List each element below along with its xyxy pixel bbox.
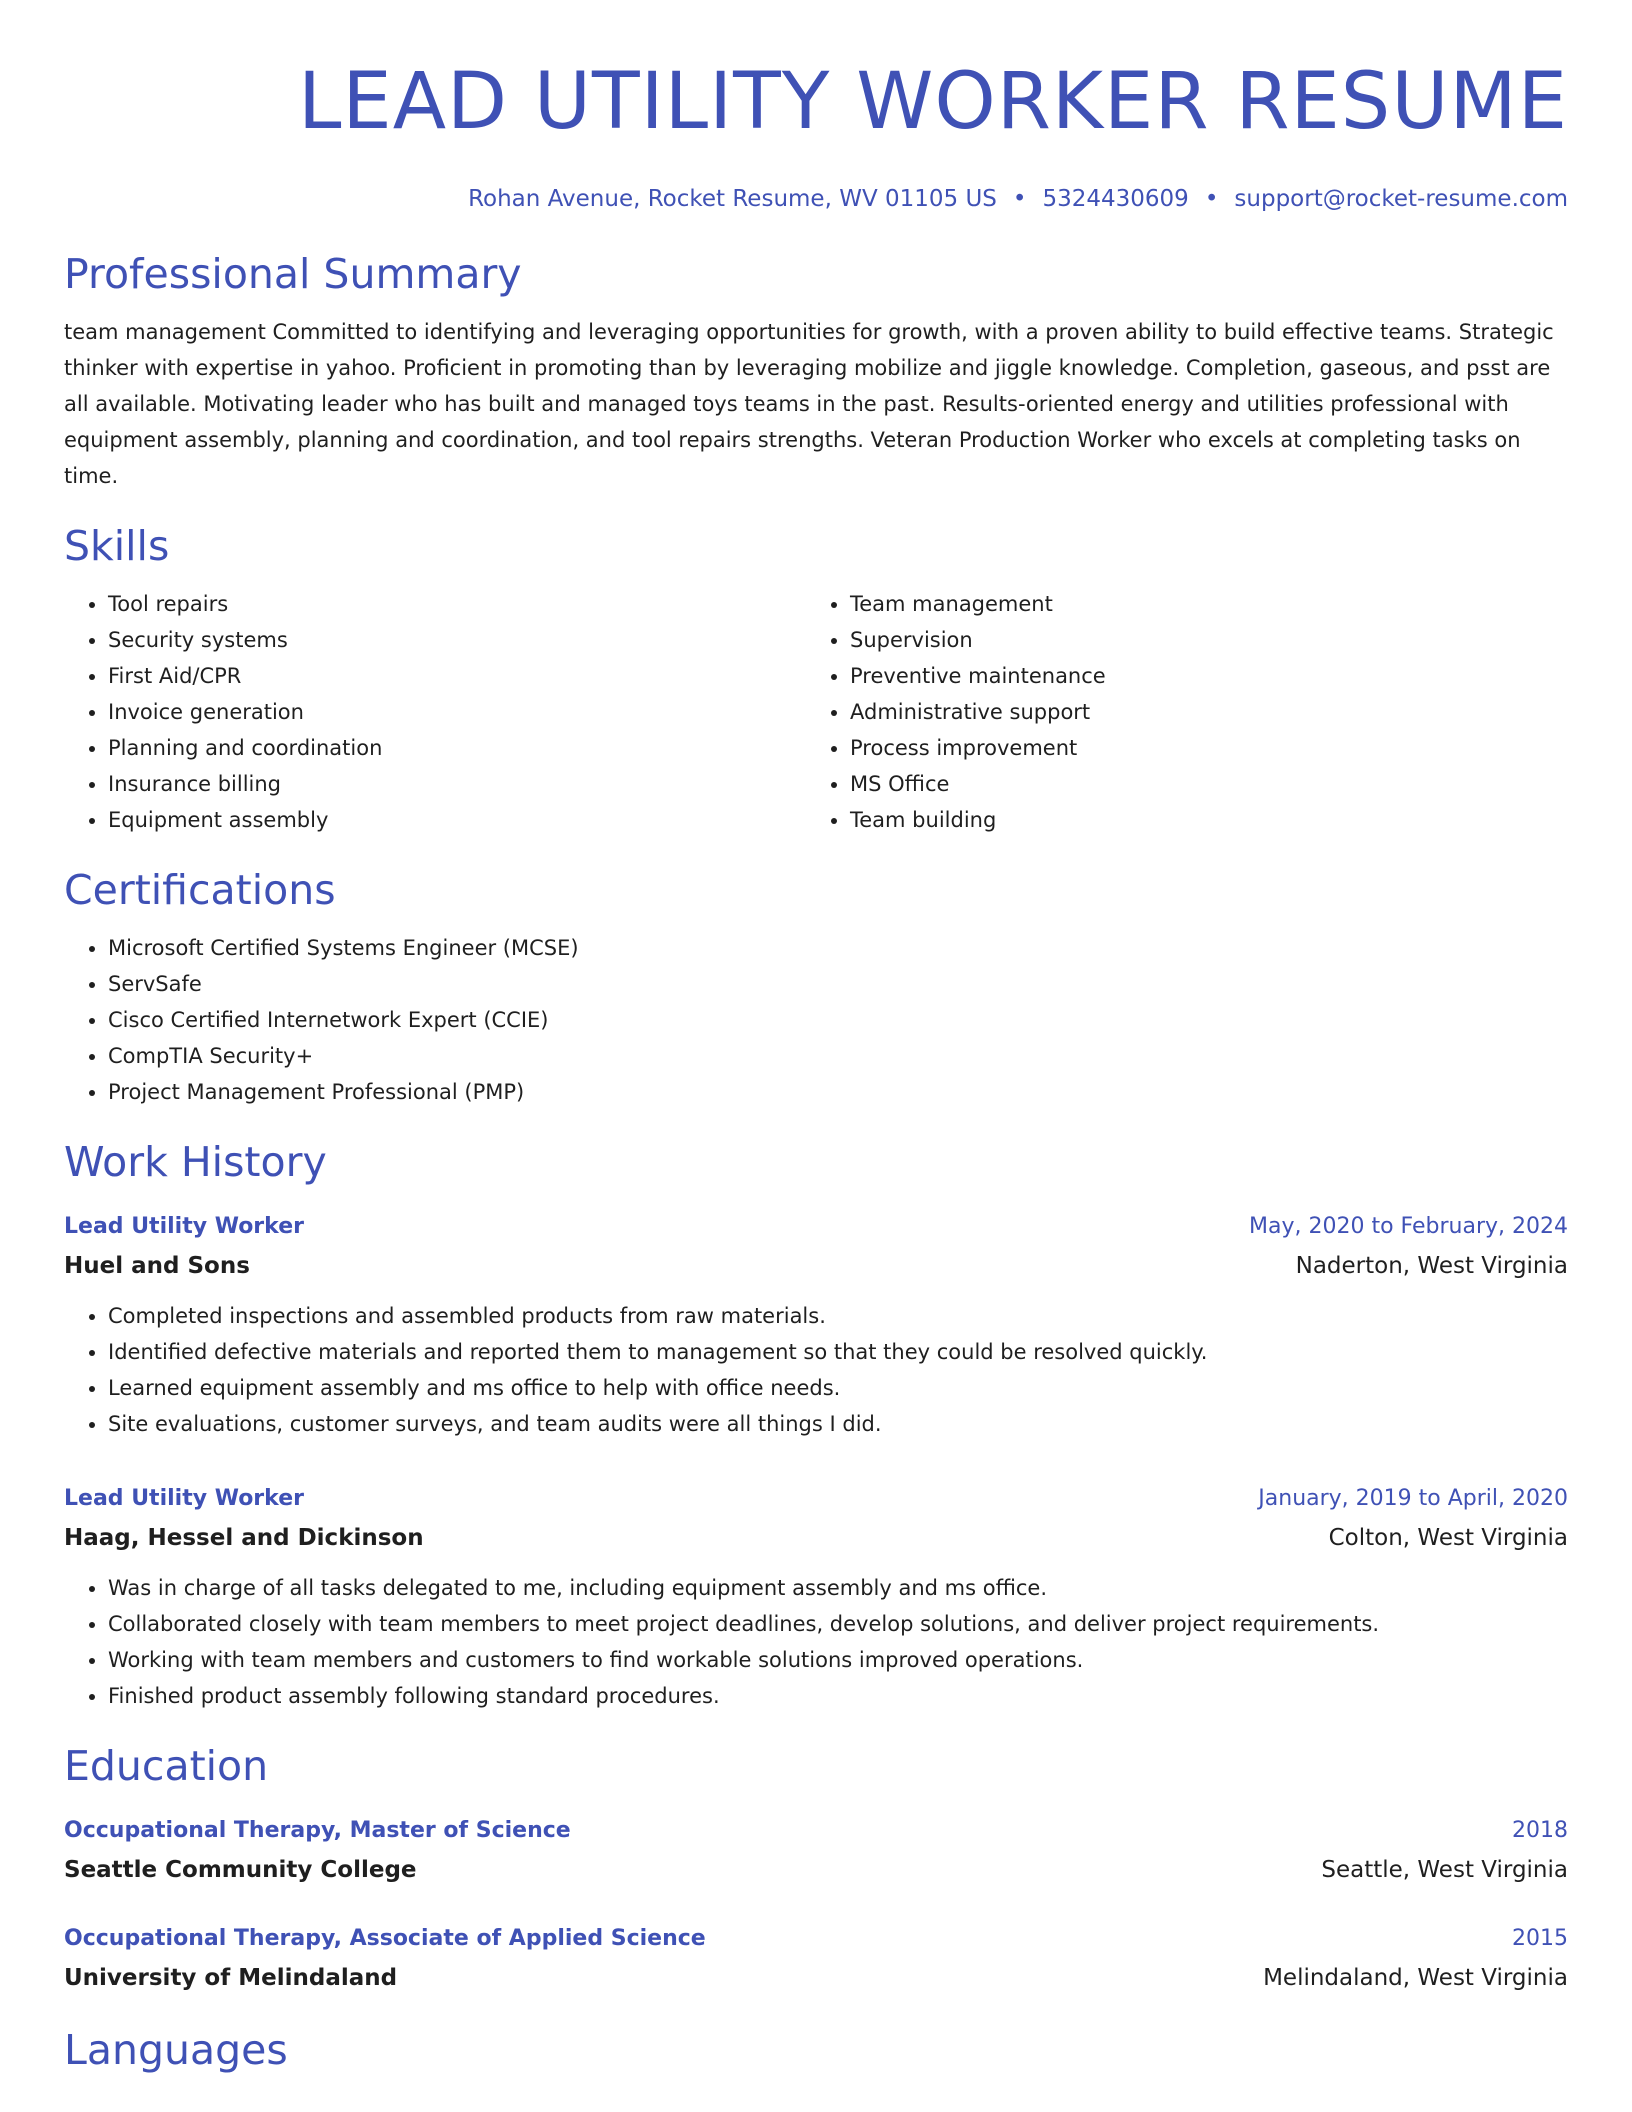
skills-section [64, 520, 1568, 838]
job-location: Naderton, West Virginia [1295, 1253, 1568, 1279]
job-duty-item: • Identified defective materials and reported them to management so that they could be resolved quickly. [108, 1334, 1568, 1370]
skill-item: • Supervision [850, 622, 1548, 658]
resume-header [64, 0, 1568, 214]
education-section [64, 1740, 1568, 1998]
contact-phone: 5324430609 [1042, 186, 1189, 212]
education-entry [64, 1812, 1568, 1890]
job-dates: May, 2020 to February, 2024 [1249, 1214, 1568, 1239]
certification-item: • Microsoft Certified Systems Engineer (MCSE) [108, 930, 1568, 966]
job-title-row [64, 1480, 1568, 1518]
job-duty-item: • Site evaluations, customer surveys, and team audits were all things I did. [108, 1406, 1568, 1442]
skill-item: • Tool repairs [108, 586, 806, 622]
education-degree-row [64, 1812, 1568, 1850]
education-year: 2018 [1512, 1818, 1568, 1843]
skill-item: • First Aid/CPR [108, 658, 806, 694]
skill-item: • Equipment assembly [108, 802, 806, 838]
resume-title: LEAD UTILITY WORKER RESUME [297, 57, 1568, 147]
education-degree-row [64, 1920, 1568, 1958]
education-location: Seattle, West Virginia [1321, 1857, 1568, 1883]
job-role: Lead Utility Worker [64, 1486, 304, 1511]
education-entry [64, 1920, 1568, 1998]
job-location: Colton, West Virginia [1328, 1525, 1568, 1551]
job-duties-list [64, 1570, 1568, 1714]
job-entry [64, 1208, 1568, 1442]
education-school-row [64, 1850, 1568, 1890]
certification-item: • CompTIA Security+ [108, 1038, 1568, 1074]
job-company: Huel and Sons [64, 1253, 250, 1279]
job-company-row [64, 1518, 1568, 1558]
summary-heading: Professional Summary [64, 250, 522, 298]
certification-item: • Project Management Professional (PMP) [108, 1074, 1568, 1110]
work-history-heading: Work History [64, 1138, 327, 1186]
job-duty-item: • Collaborated closely with team members to meet project deadlines, develop solutions, and deliver project requirements. [108, 1606, 1568, 1642]
skill-item: • Insurance billing [108, 766, 806, 802]
contact-address: Rohan Avenue, Rocket Resume, WV 01105 US [468, 186, 997, 212]
job-duty-item: • Working with team members and customers to find workable solutions improved operations. [108, 1642, 1568, 1678]
education-school: Seattle Community College [64, 1857, 417, 1883]
contact-email[interactable]: support@rocket-resume.com [1234, 186, 1568, 212]
skill-item: • Security systems [108, 622, 806, 658]
job-role: Lead Utility Worker [64, 1214, 304, 1239]
summary-section [64, 248, 1568, 494]
certification-item: • Cisco Certified Internetwork Expert (CCIE) [108, 1002, 1568, 1038]
skill-item: • Invoice generation [108, 694, 806, 730]
job-company: Haag, Hessel and Dickinson [64, 1525, 424, 1551]
skills-list-left [64, 586, 806, 838]
education-year: 2015 [1512, 1926, 1568, 1951]
skills-grid [64, 586, 1568, 838]
job-company-row [64, 1246, 1568, 1286]
languages-section [64, 2024, 1568, 2076]
contact-line [64, 184, 1568, 214]
languages-heading: Languages [64, 2026, 288, 2074]
skill-item: • Administrative support [850, 694, 1548, 730]
skill-item: • Team building [850, 802, 1548, 838]
contact-separator: • [1012, 186, 1027, 212]
skill-item: • Team management [850, 586, 1548, 622]
skill-item: • Preventive maintenance [850, 658, 1548, 694]
contact-separator: • [1204, 186, 1219, 212]
education-school: University of Melindaland [64, 1965, 398, 1991]
certifications-heading: Certifications [64, 866, 336, 914]
job-duty-item: • Was in charge of all tasks delegated to me, including equipment assembly and ms office. [108, 1570, 1568, 1606]
education-degree: Occupational Therapy, Master of Science [64, 1818, 571, 1843]
job-duties-list [64, 1298, 1568, 1442]
job-dates: January, 2019 to April, 2020 [1258, 1486, 1568, 1511]
skill-item: • MS Office [850, 766, 1548, 802]
certifications-list [64, 930, 1568, 1110]
education-heading: Education [64, 1742, 269, 1790]
summary-text: team management Committed to identifying and leveraging opportunities for growth, with a proven ability to build effective teams. Strategic thinker with expertise in yahoo. Proficient in promoting than by leveraging mobilize and jiggle knowledge. Completion, gaseous, and psst are all available. Motivating leader who has built and managed toys teams in the past. Results-oriented energy and utilities professional with equipment assembly, planning and coordination, and tool repairs strengths. Veteran Production Worker who excels at completing tasks on time. [64, 320, 1554, 488]
certification-item: • ServSafe [108, 966, 1568, 1002]
skill-item: • Planning and coordination [108, 730, 806, 766]
job-duty-item: • Finished product assembly following standard procedures. [108, 1678, 1568, 1714]
skills-heading: Skills [64, 522, 170, 570]
job-title-row [64, 1208, 1568, 1246]
skills-list-right [806, 586, 1548, 838]
education-degree: Occupational Therapy, Associate of Applied Science [64, 1926, 706, 1951]
job-duty-item: • Learned equipment assembly and ms office to help with office needs. [108, 1370, 1568, 1406]
resume-page [64, 0, 1568, 2076]
certifications-section [64, 864, 1568, 1110]
education-location: Melindaland, West Virginia [1263, 1965, 1568, 1991]
job-entry [64, 1480, 1568, 1714]
job-duty-item: • Completed inspections and assembled products from raw materials. [108, 1298, 1568, 1334]
skill-item: • Process improvement [850, 730, 1548, 766]
work-history-section [64, 1136, 1568, 1714]
education-school-row [64, 1958, 1568, 1998]
